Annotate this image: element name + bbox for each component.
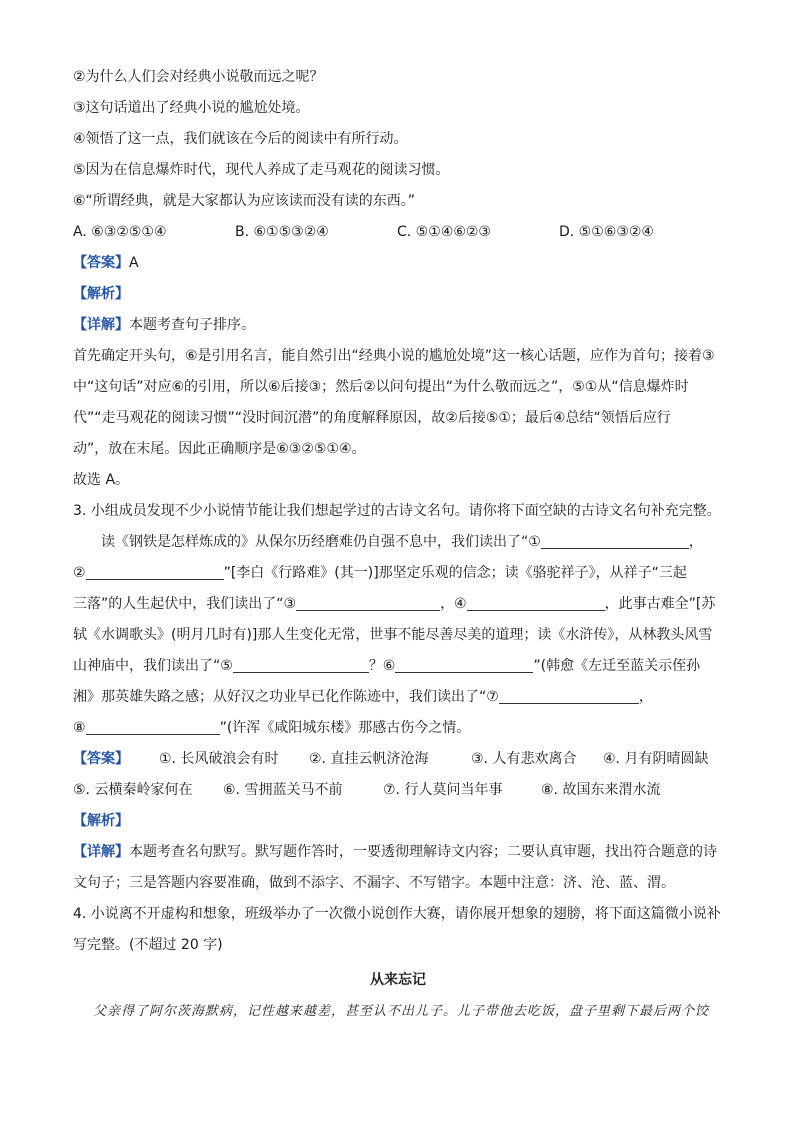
q3-text: ”(许浑《咸阳城东楼》那感古伤今之情。 [219, 720, 471, 736]
q2-detail-heading [73, 310, 723, 341]
q3-text: 三落”的人生起伏中，我们读出了“③ [73, 596, 297, 612]
analysis-tag: 【解析】 [73, 813, 129, 829]
q2-detail-line: 首先确定开头句，⑥是引用名言，能自然引出“经典小说的尴尬处境”这一核心话题，应作为首句；接着③ [73, 348, 715, 364]
blank-6[interactable] [395, 654, 533, 673]
story-line-1: 父亲得了阿尔茨海默病，记性越来越差，甚至认不出儿子。儿子带他去吃饭，盘子里剩下最后两个饺 [93, 1004, 710, 1019]
blank-7[interactable] [499, 685, 639, 704]
blank-4[interactable] [467, 592, 605, 611]
q3-detail-line-2: 文句子；三是答题内容要准确，做到不添字、不漏字、不写错字。本题中注意：济、沧、蓝、渭。 [73, 875, 675, 891]
q3-fill-line-6 [73, 682, 723, 713]
q3-stem: 3. 小组成员发现不少小说情节能让我们想起学过的古诗文名句。请你将下面空缺的古诗文名句补充完整。 [73, 503, 721, 519]
q3-answer-8: ⑧. 故国东来渭水流 [541, 782, 661, 798]
option-d: D. ⑤①⑥③②④ [559, 224, 654, 240]
q3-fill-line-7 [73, 713, 723, 744]
q2-answer [73, 248, 723, 279]
blank-2[interactable] [86, 561, 224, 580]
q3-text: 山神庙中，我们读出了“⑤ [73, 658, 233, 674]
q3-text: ？⑥ [368, 658, 396, 674]
q3-fill-line-1 [73, 527, 723, 558]
q3-text: ”(韩愈《左迁至蓝关示侄孙 [533, 658, 701, 674]
q3-fill-line-2 [73, 558, 723, 589]
q2-analysis-heading [73, 279, 723, 310]
answer-tag: 【答案】 [73, 255, 129, 271]
blank-5[interactable] [233, 654, 369, 673]
analysis-tag: 【解析】 [73, 286, 129, 302]
blank-3[interactable] [296, 592, 440, 611]
q3-text: ，④ [440, 596, 467, 612]
story-title: 从来忘记 [370, 972, 426, 988]
q2-detail-line: 中“这句话”对应⑥的引用，所以⑥后接③；然后②以问句提出“为什么敬而远之”，⑤①从“信息爆炸时 [73, 379, 689, 395]
sentence-6: ⑥“所谓经典，就是大家都认为应该读而没有读的东西。” [73, 193, 416, 209]
q3-fill-line-5 [73, 651, 723, 682]
q2-conclusion: 故选 A。 [73, 472, 130, 488]
q3-answer-7: ⑦. 行人莫问当年事 [383, 782, 503, 798]
q3-text: 读《钢铁是怎样炼成的》从保尔历经磨难仍自强不息中，我们读出了“① [101, 534, 541, 550]
q3-answer-2: ②. 直挂云帆济沧海 [309, 751, 429, 767]
detail-tag: 【详解】 [73, 844, 129, 860]
answer-value: A [129, 255, 139, 271]
blank-1[interactable] [541, 530, 689, 549]
q3-answer-row-2 [73, 775, 723, 806]
q3-answer-1: ①. 长风破浪会有时 [159, 751, 279, 767]
q3-detail-line-1 [73, 837, 723, 868]
q4-stem-line-1: 4. 小说离不开虚构和想象，班级举办了一次微小说创作大赛，请你展开想象的翅膀，将下面这篇微小说补 [73, 906, 721, 922]
q3-analysis-heading [73, 806, 723, 837]
q4-stem-line-2: 写完整。(不超过 20 字) [73, 937, 223, 953]
document-page [73, 62, 723, 1027]
option-c: C. ⑤①④⑥②③ [397, 224, 491, 240]
q3-text: ，此事古难全”[苏 [604, 596, 716, 612]
blank-8[interactable] [86, 716, 220, 735]
detail-tag: 【详解】 [73, 317, 129, 333]
q3-answer-4: ④. 月有阴晴圆缺 [603, 751, 709, 767]
sentence-2: ②为什么人们会对经典小说敬而远之呢？ [73, 69, 324, 85]
q3-text: ， [688, 534, 703, 550]
q3-answer-3: ③. 人有悲欢离合 [471, 751, 577, 767]
answer-options [73, 217, 723, 248]
option-a: A. ⑥③②⑤①④ [73, 224, 167, 240]
option-b: B. ⑥①⑤③②④ [235, 224, 329, 240]
q3-fill-line-3 [73, 589, 723, 620]
q3-text: ⑧ [73, 720, 86, 736]
q3-text: ”[李白《行路难》(其一)]那坚定乐观的信念；读《骆驼祥子》，从祥子“三起 [223, 565, 687, 581]
q3-text: ， [638, 689, 653, 705]
q3-text: 湘》那英雄失路之感；从好汉之功业早已化作陈迹中，我们读出了“⑦ [73, 689, 499, 705]
q3-text: ② [73, 565, 86, 581]
detail-title: 本题考查句子排序。 [129, 317, 255, 333]
q3-answer-6: ⑥. 雪拥蓝关马不前 [223, 782, 343, 798]
q2-detail-line: 动”，放在末尾。因此正确顺序是⑥③②⑤①④。 [73, 441, 366, 457]
sentence-5: ⑤因为在信息爆炸时代，现代人养成了走马观花的阅读习惯。 [73, 162, 450, 178]
sentence-3: ③这句话道出了经典小说的尴尬处境。 [73, 100, 310, 116]
q3-answer-5: ⑤. 云横秦岭家何在 [73, 782, 193, 798]
q3-detail-text: 本题考查名句默写。默写题作答时，一要透彻理解诗文内容；二要认真审题，找出符合题意的诗 [129, 844, 717, 860]
sentence-4: ④领悟了这一点，我们就该在今后的阅读中有所行动。 [73, 131, 408, 147]
q3-answer-row-1 [73, 744, 723, 775]
q2-detail-line: 代”“走马观花的阅读习惯”“没时间沉潜”的角度解释原因，故②后接⑤①；最后④总结“领悟后应行 [73, 410, 671, 426]
q3-fill-line-4: 轼《水调歌头》(明月几时有)]那人生变化无常，世事不能尽善尽美的道理；读《水浒传》，从林教头风雪 [73, 627, 713, 643]
answer-tag: 【答案】 [73, 751, 129, 767]
